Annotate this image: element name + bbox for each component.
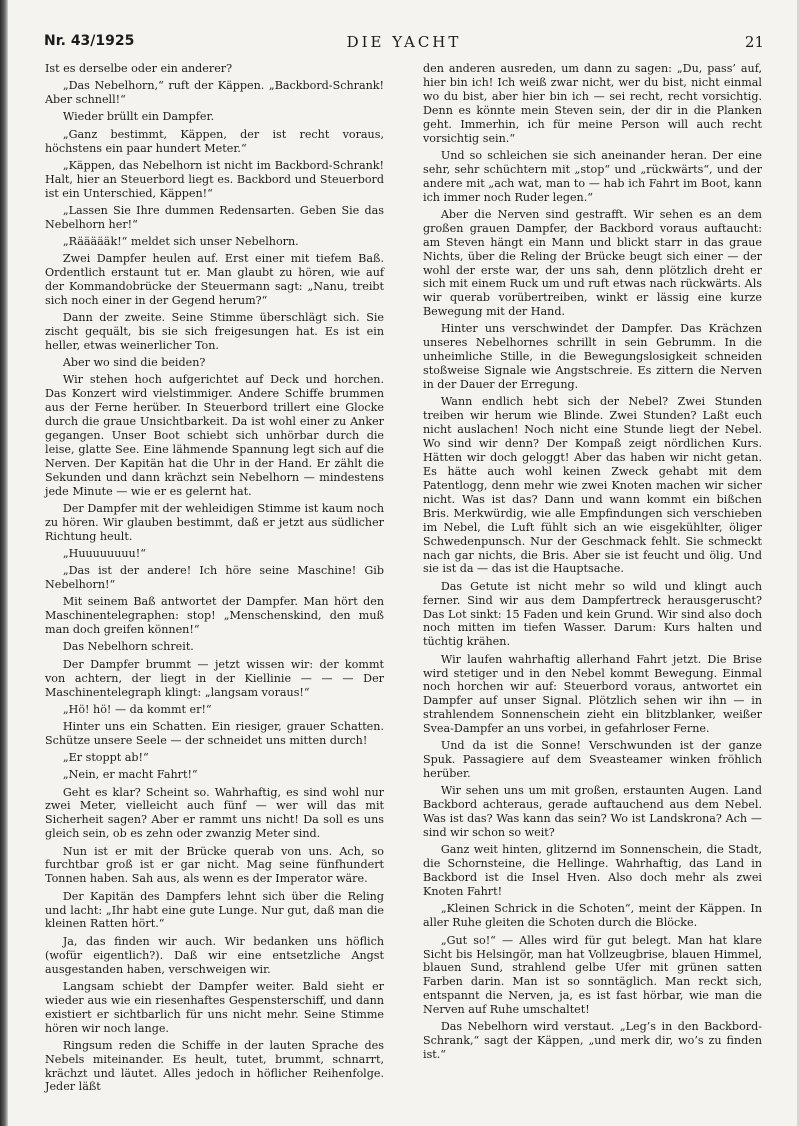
paragraph: Wir laufen wahrhaftig allerhand Fahrt jetzt. Die Brise wird stetiger und in den Nebel kommt Bewegung. Einmal noch horchen wir auf: Steuerbord voraus, antwortet ein Dampfer auf unser Signal. Plötzlich sehen wir ihn — in strahlendem Sonnenschein zieht ein blitzblanker, weißer Svea-Dampfer an uns vorbei, in gefahrloser Ferne. (423, 652, 762, 736)
paragraph: Aber die Nerven sind gestrafft. Wir sehen es an dem großen grauen Dampfer, der Backbord voraus auftaucht: am Steven hängt ein Mann und blickt starr in das graue Nichts, über die Reling der Brücke beugt sich einer — der wohl der erste war, der uns sah, denn plötzlich dreht er sich mit einem Ruck um und ruft etwas nach rückwärts. Als wir querab vorübertreiben, winkt er lässig eine kurze Bewegung mit der Hand. (423, 207, 762, 319)
paragraph: Hinter uns ein Schatten. Ein riesiger, grauer Schatten. Schütze unsere Seele — der schneidet uns mitten durch! (45, 719, 384, 747)
paragraph: Ist es derselbe oder ein anderer? (45, 62, 233, 75)
paragraph: „Huuuuuuuu!“ (62, 547, 146, 561)
running-header (44, 33, 764, 53)
paragraph: Geht es klar? Scheint so. Wahrhaftig, es sind wohl nur zwei Meter, vielleicht auch fünf — wer will das mit Sicherheit sagen? Aber er rammt uns nicht! Da soll es uns gleich sein, ob es zehn oder zwanzig Meter sind. (45, 785, 384, 841)
paragraph: Wann endlich hebt sich der Nebel? Zwei Stunden treiben wir herum wie Blinde. Zwei Stunden? Laßt euch nicht auslachen! Noch nicht eine Stunde liegt der Nebel. Wo sind wir denn? Der Kompaß zeigt nördlichen Kurs. Hätten wir doch geloggt! Aber das haben wir nicht getan. Es hätte auch wohl keinen Zweck gehabt mit dem Patentlogg, denn mehr wie zwei Knoten machen wir sicher nicht. Was ist das? Dann und wann kommt ein bißchen Bris. Merkwürdig, wie alle Empfindungen sich verschieben im Nebel, die Luft fühlt sich an wie eisgekühlter, öliger Schwedenpunsch. Nur der Geschmack fehlt. Sie schmeckt nach gar nichts, die Bris. Aber sie ist feucht und ölig. Und sie ist da — das ist die Hauptsache. (423, 395, 762, 576)
paragraph: Und so schleichen sie sich aneinander heran. Der eine sehr, sehr schüchtern mit „stop“ und „rückwärts“, und der andere mit „ach wat, man to — hab ich Fahrt im Boot, kann ich immer noch Ruder legen.“ (423, 148, 762, 204)
paragraph: „Hö! hö! — da kommt er!“ (62, 702, 212, 716)
paragraph: „Das ist der andere! Ich höre seine Maschine! Gib Nebelhorn!“ (45, 564, 384, 592)
paragraph: Hinter uns verschwindet der Dampfer. Das Krächzen unseres Nebelhornes schrillt in sein Gebrumm. In die unheimliche Stille, in die Bewegungslosigkeit schneiden stoßweise Signale wie Angstschreie. Es zittern die Nerven in der Dauer der Erregung. (423, 322, 762, 392)
paragraph: Das Nebelhorn schreit. (62, 640, 194, 654)
paragraph: „Gut so!“ — Alles wird für gut belegt. Man hat klare Sicht bis Helsingör, man hat Vollzeugbrise, blauen Himmel, blauen Sund, strahlend gelbe Ufer mit grünen satten Farben darin. Man ist so sonntäglich. Man reckt sich, entspannt die Nerven, ja, es ist fast hörbar, wie man die Nerven auf Ruhe umschaltet! (423, 933, 762, 1017)
paragraph: „Lassen Sie Ihre dummen Redensarten. Geben Sie das Nebelhorn her!“ (45, 203, 384, 231)
page-number: 21 (744, 33, 764, 51)
paragraph: Ja, das finden wir auch. Wir bedanken uns höflich (wofür eigentlich?). Daß wir eine entsetzliche Angst ausgestanden haben, verschweigen wir. (45, 934, 384, 976)
paragraph: Aber wo sind die beiden? (62, 356, 206, 370)
issue-number: Nr. 43/1925 (44, 33, 135, 49)
paragraph: Wieder brüllt ein Dampfer. (62, 110, 215, 124)
paragraph: „Das Nebelhorn,“ ruft der Käppen. „Backbord-Schrank! Aber schnell!“ (45, 79, 384, 107)
magazine-title: DIE YACHT (346, 33, 462, 51)
paragraph: Langsam schiebt der Dampfer weiter. Bald sieht er wieder aus wie ein riesenhaftes Gespensterschiff, und dann existiert er sichtbarlich für uns nicht mehr. Seine Stimme hören wir noch lange. (45, 979, 384, 1035)
paragraph: den anderen ausreden, um dann zu sagen: „Du, pass’ auf, hier bin ich! Ich weiß zwar nicht, wer du bist, nicht einmal wo du bist, aber hier bin ich — sei recht, recht vorsichtig. Denn es könnte mein Steven sein, der dir in die Planken geht. Immerhin, ich für meine Person will auch recht vorsichtig sein.“ (423, 62, 762, 145)
paragraph: Wir sehen uns um mit großen, erstaunten Augen. Land Backbord achteraus, gerade auftauchend aus dem Nebel. Was ist das? Was kann das sein? Wo ist Landskrona? Ach — sind wir schon so weit? (423, 784, 762, 840)
paragraph: „Käppen, das Nebelhorn ist nicht im Backbord-Schrank! Halt, hier an Steuerbord liegt es. Backbord und Steuerbord ist ein Unterschied, Käppen!“ (45, 158, 384, 200)
paragraph: Das Nebelhorn wird verstaut. „Leg’s in den Backbord-Schrank,“ sagt der Käppen, „und merk dir, wo’s zu finden ist.“ (423, 1020, 762, 1062)
paragraph: Der Dampfer mit der wehleidigen Stimme ist kaum noch zu hören. Wir glauben bestimmt, daß er jetzt aus südlicher Richtung heult. (45, 502, 384, 543)
page-binding-edge (0, 0, 8, 1126)
paragraph: Nun ist er mit der Brücke querab von uns. Ach, so furchtbar groß ist er gar nicht. Mag seine fünfhundert Tonnen haben. Sah aus, als wenn es der Imperator wäre. (45, 844, 384, 886)
paragraph: „Er stoppt ab!“ (62, 751, 149, 765)
paragraph: Mit seinem Baß antwortet der Dampfer. Man hört den Maschinentelegraphen: stop! „Menschenskind, den muß man doch greifen können!“ (45, 595, 384, 637)
paragraph: Und da ist die Sonne! Verschwunden ist der ganze Spuk. Passagiere auf dem Sveasteamer winken fröhlich herüber. (423, 739, 762, 781)
paragraph: Dann der zweite. Seine Stimme überschlägt sich. Sie zischt gequält, bis sie sich freigesungen hat. Es ist ein heller, etwas weinerlicher Ton. (45, 311, 384, 352)
paragraph: „Kleinen Schrick in die Schoten“, meint der Käppen. In aller Ruhe gleiten die Schoten durch die Blöcke. (423, 902, 762, 930)
paragraph: „Nein, er macht Fahrt!“ (62, 768, 198, 782)
paragraph: Das Getute ist nicht mehr so wild und klingt auch ferner. Sind wir aus dem Dampfertreck herausgeruscht? Das Lot sinkt: 15 Faden und kein Grund. Wir sind also doch noch mitten im tiefen Wasser. Darum: Kurs halten und tüchtig krähen. (423, 579, 762, 649)
paragraph: „Ganz bestimmt, Käppen, der ist recht voraus, höchstens ein paar hundert Meter.“ (45, 127, 384, 155)
paragraph: „Räääääk!“ meldet sich unser Nebelhorn. (62, 234, 299, 248)
left-column (45, 62, 384, 1094)
paragraph: Zwei Dampfer heulen auf. Erst einer mit tiefem Baß. Ordentlich erstaunt tut er. Man glaubt zu hören, wie auf der Kommandobrücke der Steuermann sagt: „Nanu, treibt sich noch einer in der Gegend herum?“ (45, 252, 384, 307)
paragraph: Ganz weit hinten, glitzernd im Sonnenschein, die Stadt, die Schornsteine, die Hellinge. Wahrhaftig, das Land in Backbord ist die Insel Hven. Also doch mehr als zwei Knoten Fahrt! (423, 843, 762, 899)
paragraph: Ringsum reden die Schiffe in der lauten Sprache des Nebels miteinander. Es heult, tutet, brummt, schnarrt, krächzt und läutet. Alles jedoch in höflicher Reihenfolge. Jeder läßt (45, 1038, 384, 1094)
paragraph: Der Dampfer brummt — jetzt wissen wir: der kommt von achtern, der liegt in der Kiellinie — — — Der Maschinentelegraph klingt: „langsam voraus!“ (45, 657, 384, 699)
right-column (423, 62, 762, 1062)
paragraph: Der Kapitän des Dampfers lehnt sich über die Reling und lacht: „Ihr habt eine gute Lunge. Nur gut, daß man die kleinen Ratten hört.“ (45, 889, 384, 931)
paragraph: Wir stehen hoch aufgerichtet auf Deck und horchen. Das Konzert wird vielstimmiger. Andere Schiffe brummen aus der Ferne herüber. In Steuerbord trillert eine Glocke durch die graue Unsichtbarkeit. Da ist wohl einer zu Anker gegangen. Unser Boot schiebt sich unhörbar durch die leise, glatte See. Eine lähmende Spannung legt sich auf die Nerven. Der Kapitän hat die Uhr in der Hand. Er zählt die Sekunden und dann krächzt sein Nebelhorn — mindestens jede Minute — wie er es gelernt hat. (45, 373, 384, 498)
